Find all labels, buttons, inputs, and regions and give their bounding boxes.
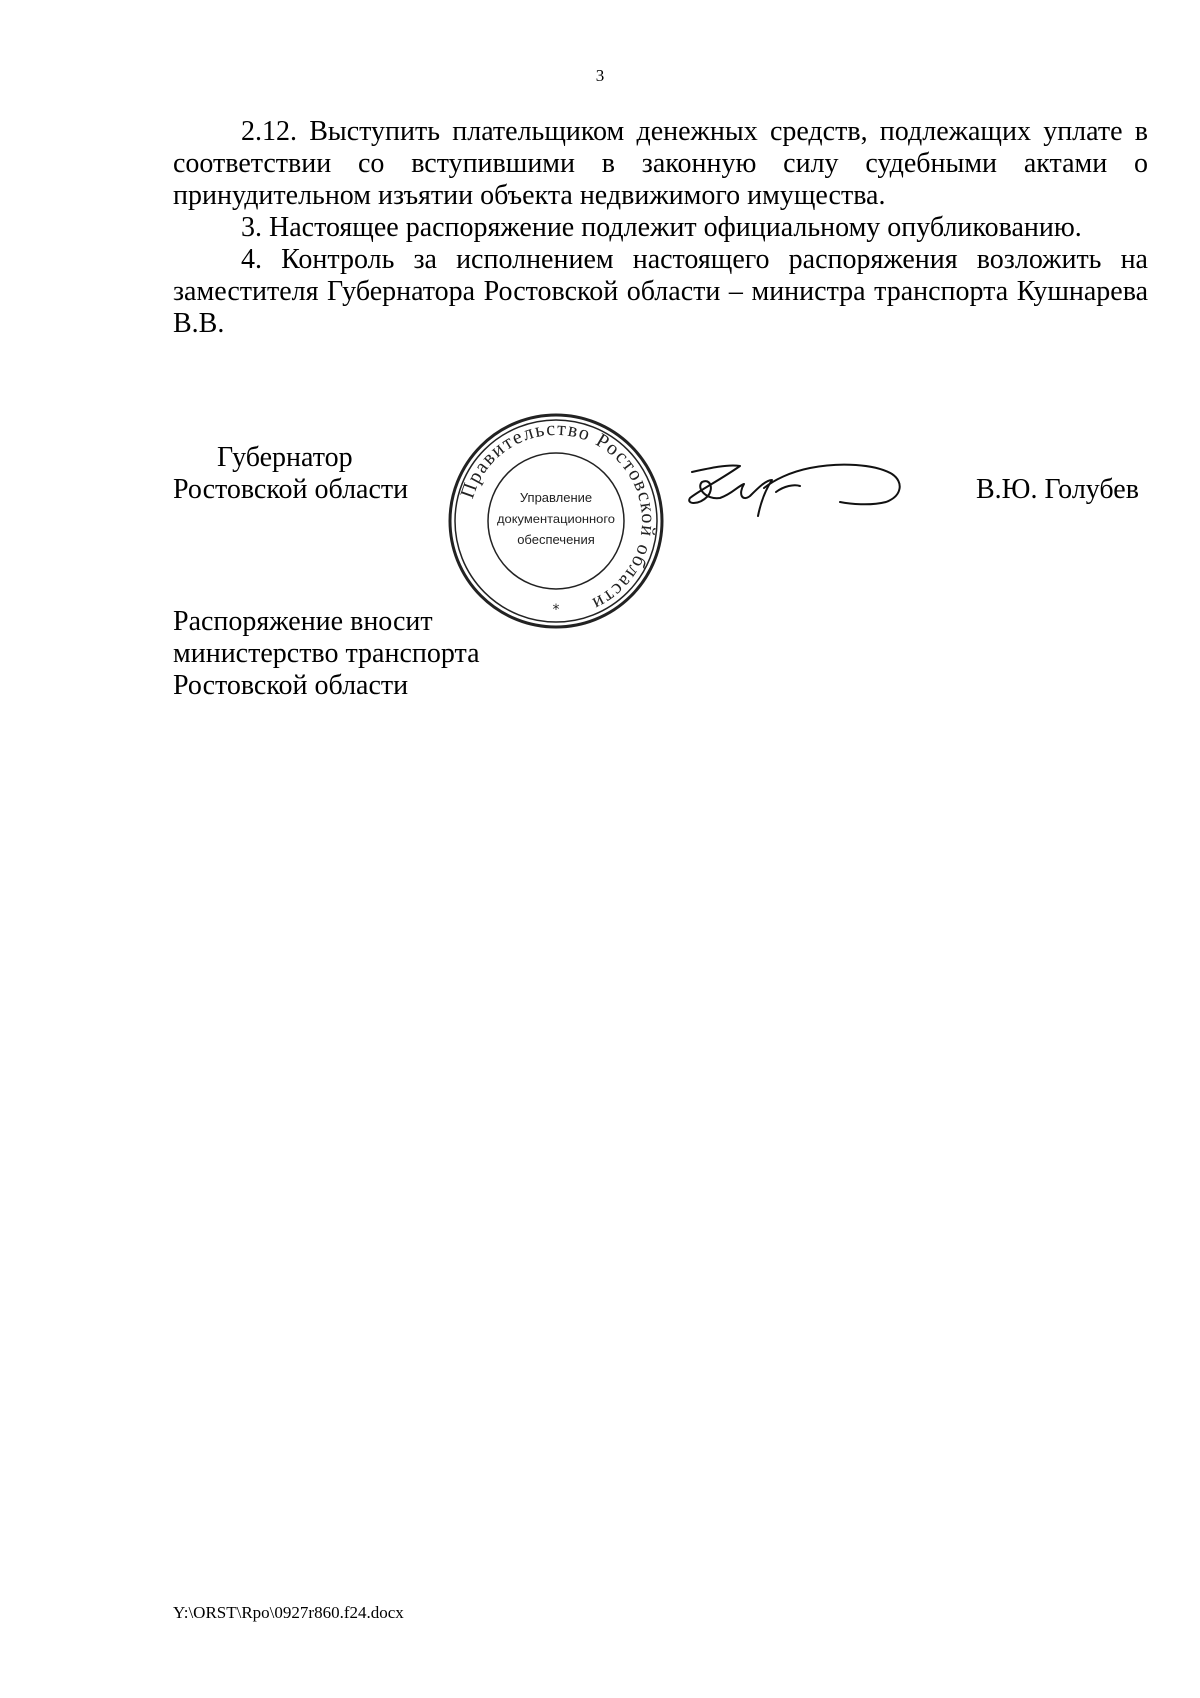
stamp-inner-line2: документационного (497, 512, 616, 526)
stamp-outer-text-path: Правительство Ростовской области (456, 417, 660, 616)
submitter-line2: министерство транспорта (173, 638, 480, 669)
document-body (173, 116, 1148, 340)
submitter-note (173, 606, 480, 702)
file-path-footer: Y:\ORST\Rpo\0927r860.f24.docx (173, 1603, 404, 1622)
paragraph-3: 3. Настоящее распоряжение подлежит официальному опубликованию. (241, 212, 1082, 243)
stamp-star: * (552, 602, 560, 618)
handwritten-signature (680, 450, 930, 530)
signatory-title-line1: Губернатор (217, 442, 353, 473)
stamp-inner-line1: Управление (519, 490, 593, 505)
page-number: 3 (595, 66, 605, 85)
paragraph-4: 4. Контроль за исполнением настоящего распоряжения возложить на заместителя Губернатора Ростовской области – министра транспорта Кушнарева В.В. (173, 244, 1148, 339)
paragraph-2-12: 2.12. Выступить плательщиком денежных средств, подлежащих уплате в соответствии со вступившими в законную силу судебными актами о принудительном изъятии объекта недвижимого имущества. (173, 116, 1148, 211)
official-seal-stamp (445, 410, 667, 632)
submitter-line3: Ростовской области (173, 670, 409, 701)
signatory-name: В.Ю. Голубев (976, 474, 1139, 505)
submitter-line1: Распоряжение вносит (173, 606, 433, 637)
signatory-title (173, 442, 433, 506)
stamp-inner-line3: обеспечения (517, 532, 595, 547)
signatory-title-line2: Ростовской области (173, 474, 409, 505)
